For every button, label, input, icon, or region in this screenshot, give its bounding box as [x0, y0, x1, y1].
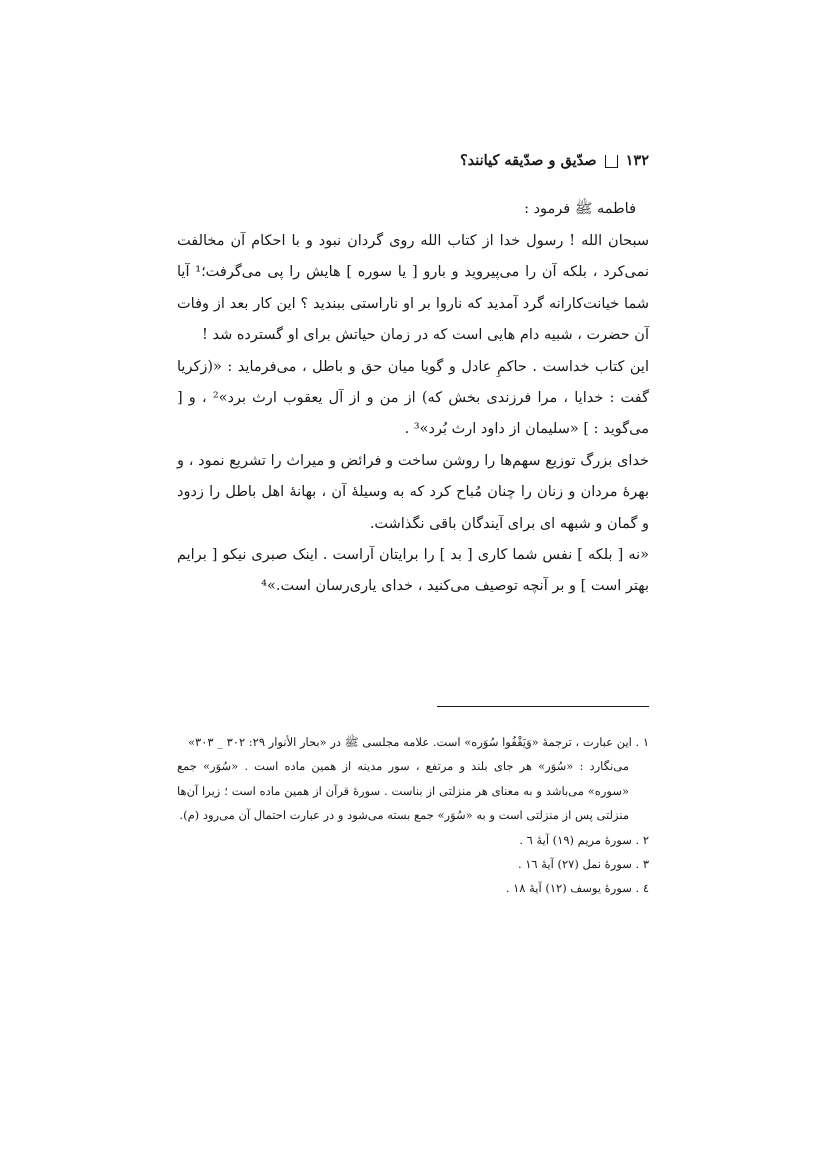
intro-line: فاطمه ﷺ فرمود :: [524, 201, 636, 217]
footnote-3: ۳ . سورهٔ نمل (۲۷) آیهٔ ۱٦ .: [517, 857, 649, 872]
footnotes: [177, 730, 649, 901]
footnote-1: ۱ . این عبارت ، ترجمهٔ «وَیَقْفُوا سُوَره» است. علامه مجلسی ﷺ در «بحار الأنوار ۲۹: ۳۰۲ _ ۳۰۳»: [187, 735, 649, 749]
footnote-4: ٤ . سورهٔ یوسف (۱۲) آیهٔ ۱۸ .: [505, 881, 649, 896]
paragraph: خدای بزرگ توزیع سهم‌ها را روشن ساخت و فرائض و میراث را تشریع نمود ، و بهرهٔ مردان و زنان را چنان مُباح کرد که به وسیلهٔ آن ، بهانهٔ اهل باطل را زدود و گمان و شبهه ای برای آیندگان باقی نگذاشت.: [177, 452, 649, 532]
paragraph: این کتاب خداست . حاکمِ عادل و گویا میان حق و باطل ، می‌فرماید : «(زکریا گفت : خدایا ، مرا فرزندی بخش که) از من و از آل یعقوب ارث برد»² ، و [ می‌گوید : ] «سلیمان از داود ارث بُرد»³ .: [177, 358, 649, 438]
bracket-icon: [605, 155, 618, 168]
page-header: [460, 152, 649, 169]
running-title: صدّیق و صدّیقه کیانند؟: [459, 152, 597, 169]
paragraph: سبحان الله ! رسول خدا از کتاب الله روی گردان نبود و با احکام آن مخالفت نمی‌کرد ، بلکه آن را می‌پیروید و بارو [ یا سوره ] هایش را پی می‌گرفت؛¹ آیا شما خیانت‌کارانه گرد آمدید که ناروا بر او ناراستی ببندید ؟ این کار بعد از وفات آن حضرت ، شبیه دام هایی است که در زمان حیاتش برای او گسترده شد !: [177, 233, 649, 344]
footnote-1-continued: می‌نگارد : «سُوَر» هر جای بلند و مرتفع ، سور مدینه از همین ماده است . «سُوَر» جمع «سوره» می‌باشد و به معنای هر منزلتی از بناست . سورهٔ قرآن از همین ماده است ؛ زیرا آن‌ها منزلتی پس از منزلتی است و به «سُوَر» جمع بسته می‌شود و در عبارت احتمال آن می‌رود (م).: [177, 759, 629, 823]
main-text: [177, 226, 649, 603]
page-number: ۱۳۲: [625, 152, 649, 169]
paragraph: «نه [ بلکه ] نفس شما کاری [ بد ] را برایتان آراست . اینک صبری نیکو [ برایم بهتر است ] و بر آنچه توصیف می‌کنید ، خدای یاری‌رسان است.»⁴: [177, 547, 649, 595]
footnote-divider: [437, 706, 649, 707]
footnote-2: ۲ . سورهٔ مریم (۱۹) آیهٔ ٦ .: [519, 832, 649, 847]
